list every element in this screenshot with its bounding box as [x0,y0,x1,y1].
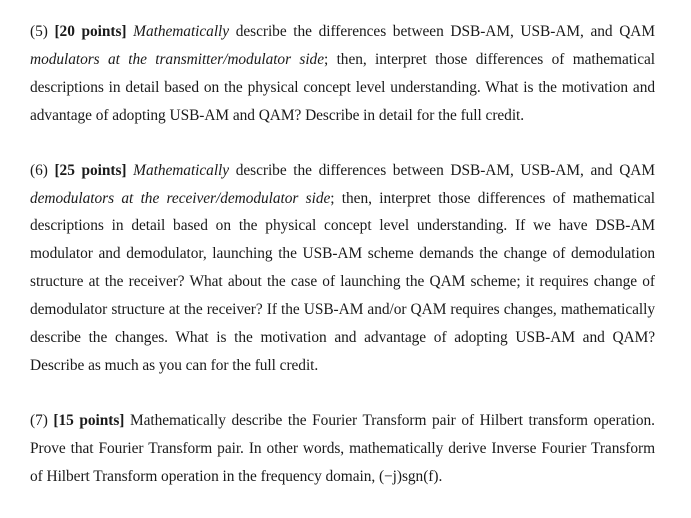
problem-text: describe the differences between DSB-AM, USB-AM, and QAM [229,23,655,40]
problem-text: Mathematically describe the Fourier Transform pair of Hilbert transform operation. Prove that Fourier Transform pair. In other words, mathematically derive Inverse Fourier Transform of Hilbert Transform operation in the frequency domain, [30,411,655,485]
problem-emphasis: Mathematically [133,23,230,40]
problem-emphasis: Mathematically [133,161,230,179]
problem-number: (7) [30,411,48,429]
math-expression: (−j)sgn(f) [378,467,439,485]
problem-text-continued: ; then, interpret those differences of mathematical descriptions in detail based on the physical concept level understanding. What is the motivation and advantage of adopting USB-AM and QAM? Describe in detail for the full credit. [30,50,655,124]
document-page [30,18,655,518]
problem-5 [30,18,655,130]
problem-text-continued: ; then, interpret those differences of mathematical descriptions in detail based on the physical concept level understanding. If we have DSB-AM modulator and demodulator, launching the USB-AM scheme demands the change of demodulation structure at the receiver? What about the case of launching the QAM scheme; it requires change of demodulator structure at the receiver? If the USB-AM and/or QAM requires changes, mathematically describe the changes. What is the motivation and advantage of adopting USB-AM and QAM? Describe as much as you can for the full credit. [30,189,655,374]
problem-number: (6) [30,161,48,179]
problem-number: (5) [30,23,48,40]
problem-points: [20 points] [54,23,127,40]
problem-6 [30,157,655,380]
problem-points: [15 points] [53,411,125,429]
problem-text: describe the differences between DSB-AM, USB-AM, and QAM [229,161,655,179]
problem-text-end: . [438,467,443,485]
problem-7 [30,407,655,491]
problem-side: demodulators at the receiver/demodulator side [30,189,331,207]
problem-side: modulators at the transmitter/modulator side [30,50,324,68]
problem-points: [25 points] [54,161,127,179]
